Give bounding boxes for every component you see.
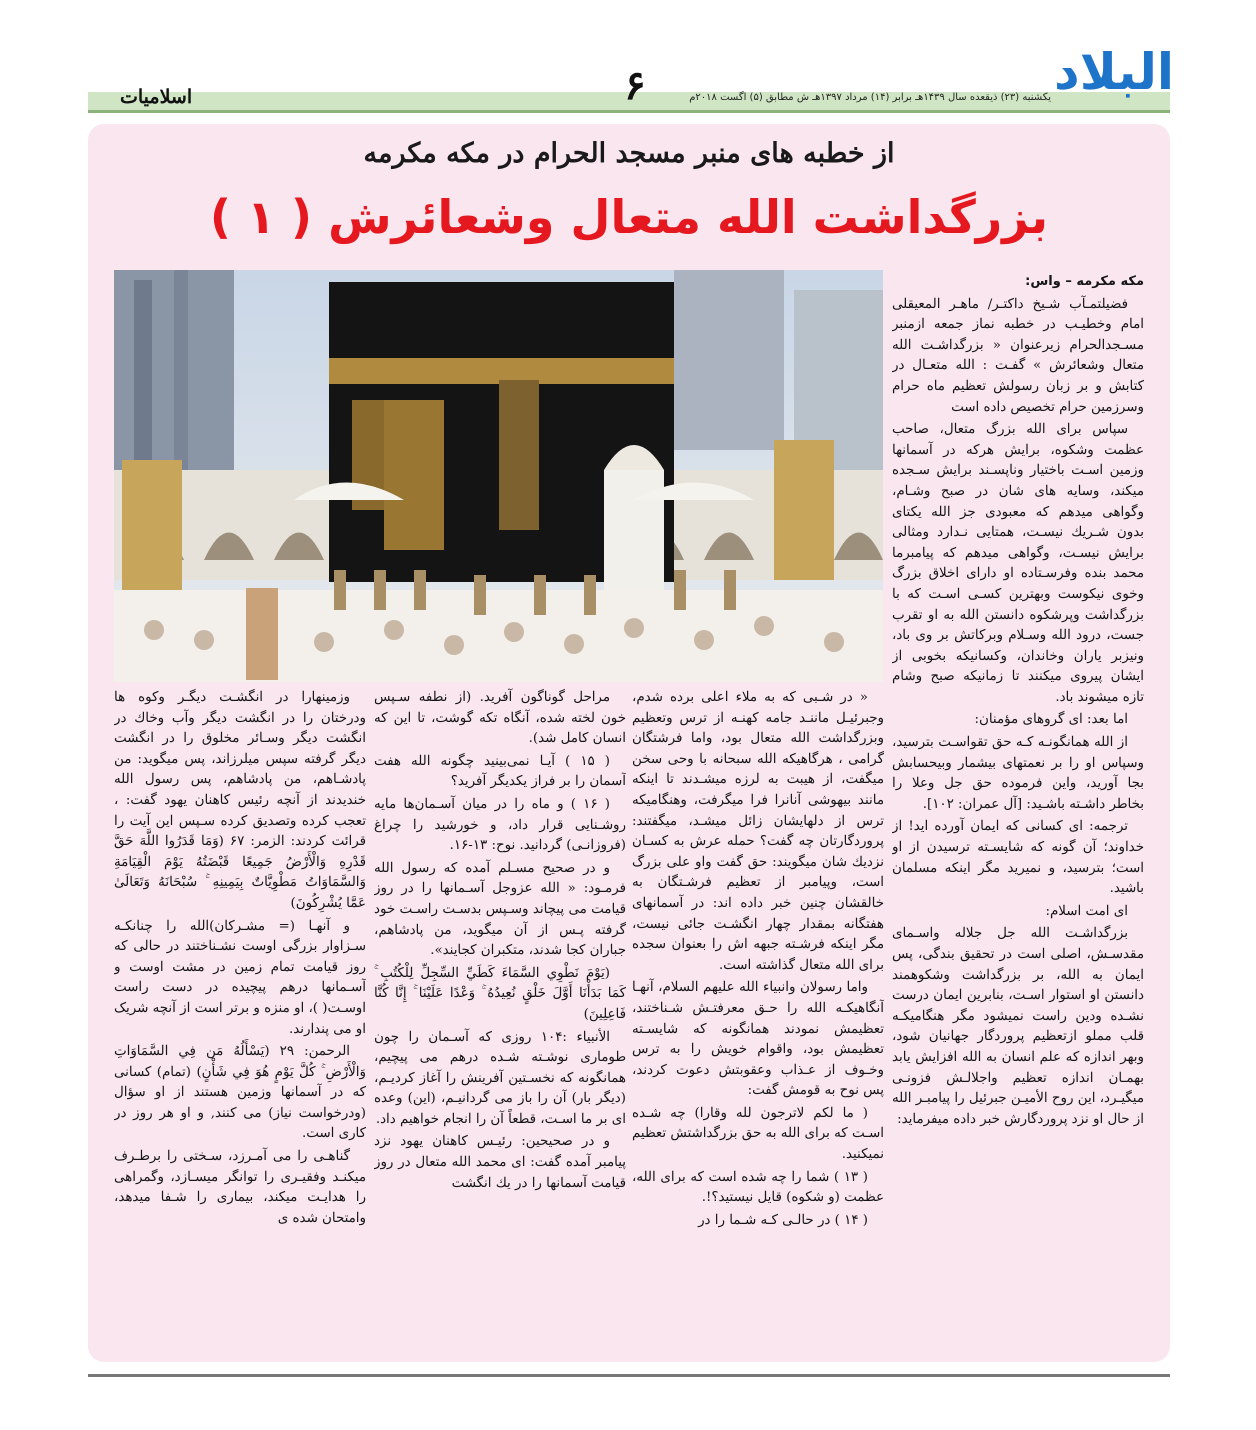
paragraph: ( ۱۵ ) آیـا نمی‌بینید چگونه الله هفت آسمان را بر فراز یکدیگر آفرید؟ — [374, 753, 626, 790]
paragraph: وزمینهارا در انگشـت دیگـر وکوه ها ودرختان را در انگشت دیگر وآب وخاك در انگشت دیگر وسـائر مخلوق را در انگشت دیگر گرفته سپس میلرزاند، پس میگوید: من پادشـاهم، من پادشاهم، پس رسول الله خندیدند از آنچه رئیس کاهنان یهود گفت: ، تعجب کرده وتصدیق کرده سـپس این آیت را قرائت کردند: الزمر: ۶۷ (وَمَا قَدَرُوا اللَّهَ حَقَّ قَدْرِهِ وَالْأَرْضُ جَمِيعًا قَبْضَتُهُ يَوْمَ الْقِيَامَةِ وَالسَّمَاوَاتُ مَطْوِيَّاتٌ بِيَمِينِهِ ۚ سُبْحَانَهُ وَتَعَالَىٰ عَمَّا يُشْرِكُونَ) — [114, 690, 366, 911]
paragraph: « در شـبی که به ملاء اعلی برده شدم، وجبرئیـل ماننـد جامه کهنـه از ترس وتعظیم وبزرگداشت الله متعال بود، واما فرشتگان گرامی ، هرگاهیکه الله سبحانه با وحی سخن میگفت، از هیبت به لرزه میشـدند تا اینکه مانند بیهوشی آنانرا فرا میگرفت، وهنگامیکه ترس از دلهایشان زائل میشـد، میگفتند: پروردگارتان چه گفت؟ حمله عرش به کسـان نزدیك شان میگویند: حق گفت واو علی بزرگ است، وپیامبر از تعظیم فرشـتگان به خالقشان چنین خبر داده اند: در آسمانهای هفتگانه بمقدار چهار انگشـت جائی نیست، مگر اینکه فرشـته جبهه اش را بعنوان سجده برای الله متعال گذاشته است. — [632, 690, 884, 973]
paragraph: و در صحیح مسـلم آمده که رسول الله فرمـود: « الله عزوجل آسـمانها را در روز قیامت می پیچاند وسـپس بدسـت راسـت خود گرفته پـس از آن میگوید، من پادشاهم، جباران کجا شدند، متکبران کجایند». — [374, 860, 626, 959]
paragraph: ( ۱۴ ) در حالـی کـه شـما را در — [698, 1212, 868, 1228]
paragraph: مراحل گوناگون آفرید. (از نطفه سـپس خون لخته شده، آنگاه تکه گوشت، تا این که انسان کامل شد). — [374, 690, 626, 747]
section-label: اسلامیات — [120, 86, 193, 108]
paragraph: سپاس برای الله بزرگ متعال، صاحب عظمت وشکوه، برایش هرکه در آسمانها وزمین اسـت باختیار وناپسـند برایش سـجده میکند، وسایه های شان در صبح وشـام، وگواهی میدهم که معبودی جز الله یکتای بدون شـریك نیسـت، همتایی نـدارد ومثالی برایش نیسـت، وگواهی میدهم که پیامبرما محمد بنده وفرسـتاده او دارای اخلاق بزرگ وخوی نیکوست وبهترین کسـی اسـت که با بزرگداشت وپرشکوه دانستن الله به او تقرب جست، درود الله وسـلام وبرکاتش بر وی باد، ونیزبر یاران وخاندان، وکسانیکه بخوبی از ایشان پیروی میکنند تا زمانیکه صبح وشام تازه میشوند باد. — [892, 422, 1144, 705]
paragraph: واما رسولان وانبیاء الله علیهم السلام، آنهـا آنگاهیکـه الله را حـق معرفتـش شـناختند، تعظیمش نمودند همانگونه که شایسـته تعظیمش بود، واقوام خویش را به ترس وخـوف از عـذاب وعقوبتش دعوت کردند، پس نوح به قومش گفت: — [632, 980, 884, 1099]
paragraph: از الله همانگونـه کـه حق تقواسـت بترسید، وسپاس او را بر نعمتهای بیشمار وبیحسابش بجا آورید، واین فرموده حق جل وعلا را بخاطر داشـته باشـید: [آل عمران: ۱۰۲]. — [892, 735, 1144, 812]
paragraph: اما بعد: ای گروهای مؤمنان: — [974, 712, 1128, 728]
footer-rule — [88, 1374, 1170, 1377]
article-column-1 — [892, 272, 1144, 1352]
paragraph: ترجمه: ای کسانی که ایمان آورده اید! از خداوند؛ آن گونه که شایسـته ترسیدن از او است؛ بترسید، و نمیرید مگر اینکه مسلمان باشید. — [892, 819, 1144, 897]
article-subtitle: از خطبه های منبر مسجد الحرام در مکه مکرمه — [363, 138, 895, 169]
paragraph: ( ۱۳ ) شما را چه شده است که برای الله، عظمت (و شکوه) قایل نیستید؟!. — [632, 1169, 884, 1206]
article-column-3 — [374, 688, 626, 1350]
paragraph: الرحمن: ۲۹ (يَسْأَلُهُ مَن فِي السَّمَاوَاتِ وَالْأَرْضِ ۚ كُلَّ يَوْمٍ هُوَ فِي شَأْنٍ) (تمام) کسانی که در آسمانها وزمین هستند از او سؤال (ودرخواست نیاز) می کنند, و او هر روز در کاری است. — [114, 1044, 366, 1142]
paragraph: بزرگداشـت الله جل جلاله واسـمای مقدسـش، اصلی است در تحقیق بندگی، پس ایمان به الله، بر بزرگداشت وشکوهمند دانستن او استوار اسـت، بنابرین ایمان درست نشـده ودین راست نمیشود مگر هنگامیکـه قلب مملو ازتعظیم پروردگار جهانیان شود، وبهر اندازه که علم انسان به الله افزایش یابد بهمـان اندازه تعظیم واجلالـش فزونـی میگیـرد، این روح الأمیـن جبرئیل را پیامبـر الله از حال او نزد پروردگارش خبر داده میفرماید: — [892, 926, 1144, 1127]
paragraph: گناهـی را می آمـرزد، سـختی را برطـرف میکنـد وفقیـری را توانگر میسـازد، وگمراهی را هدایـت میکند، بیماری را شـفا میدهد، وامتحان شده ی — [114, 1149, 366, 1226]
paragraph: ای امت اسلام: — [1045, 903, 1128, 919]
newspaper-logo[interactable]: البلاد — [1054, 43, 1174, 101]
paragraph: (يَوْمَ نَطْوِي السَّمَاءَ كَطَيِّ السِّجِلِّ لِلْكُتُبِ ۚ كَمَا بَدَأْنَا أَوَّلَ خَلْقٍ نُعِيدُهُ ۚ وَعْدًا عَلَيْنَا ۚ إِنَّا كُنَّا فَاعِلِينَ) — [374, 965, 626, 1022]
paragraph: فضیلتمـآب شـیخ داکتـر/ ماهـر المعیقلی امام وخطیـب در خطبه نماز جمعه ازمنبر مسـجدالحرام زیرعنوان « بزرگداشـت الله متعال وشعائرش » گفـت : الله متعـال در کتابش و بر زبان رسولش تعظیم ماه حرام وسرزمین حرام تخصیص داده است — [892, 296, 1144, 415]
paragraph: و در صحیحین: رئیـس کاهنان یهود نزد پیامبر آمده گفت: ای محمد الله متعال در روز قیامت آسمانها را در یك انگشت — [374, 1134, 626, 1191]
article-headline: بزرگداشت الله متعال وشعائرش ( ۱ ) — [209, 190, 1049, 244]
paragraph: و آنهـا (= مشـرکان)الله را چنانکـه سـزاوار بزرگی اوست نشـناختند در حالی که روز قیامت تمام زمین در مشت اوست و آسـمانها درهم پیچیده در دست راست اوسـت( )، او منزه و برتر است از آنچه شریک او می پندارند. — [114, 918, 366, 1037]
header-rule — [88, 110, 1170, 113]
article-dateline: مکه مکرمه – واس: — [1025, 274, 1144, 289]
paragraph: ( ما لکم لاترجون لله وقارا) چه شـده اسـت که برای الله به حق بزرگداشتش تعظیم نمیکنید. — [632, 1105, 884, 1163]
paragraph: ( ۱۶ ) و ماه را در میان آسـمان‌ها مایه روشـنایی قرار داد، و خورشید را چراغ (فروزانـی) گردانید. نوح: ۱۳-۱۶. — [374, 796, 626, 854]
kaaba-photo-illustration — [114, 270, 883, 682]
page-number: ۶ — [624, 62, 646, 109]
article-column-4 — [114, 688, 366, 1350]
issue-dateline: یکشنبه (۲۳) ذیقعده سال ۱۴۳۹هـ برابر (۱۴) مرداد ۱۳۹۷هـ ش مطابق (۵) اگست ۲۰۱۸م — [689, 92, 1051, 103]
paragraph: الأنبياء :۱۰۴ روزی که آسـمان را چون طوماری نوشـته شـده درهم می پیچیم، همانگونه که نخسـتین آفرینش را آغاز کردیـم، (دیگر بار) آن را باز مى گردانیـم، (این) وعده ای بر ما اسـت، قطعاً آن را انجام خواهیم داد. — [374, 1029, 626, 1127]
article-column-2 — [632, 688, 884, 1350]
kaaba-photo — [114, 270, 883, 682]
